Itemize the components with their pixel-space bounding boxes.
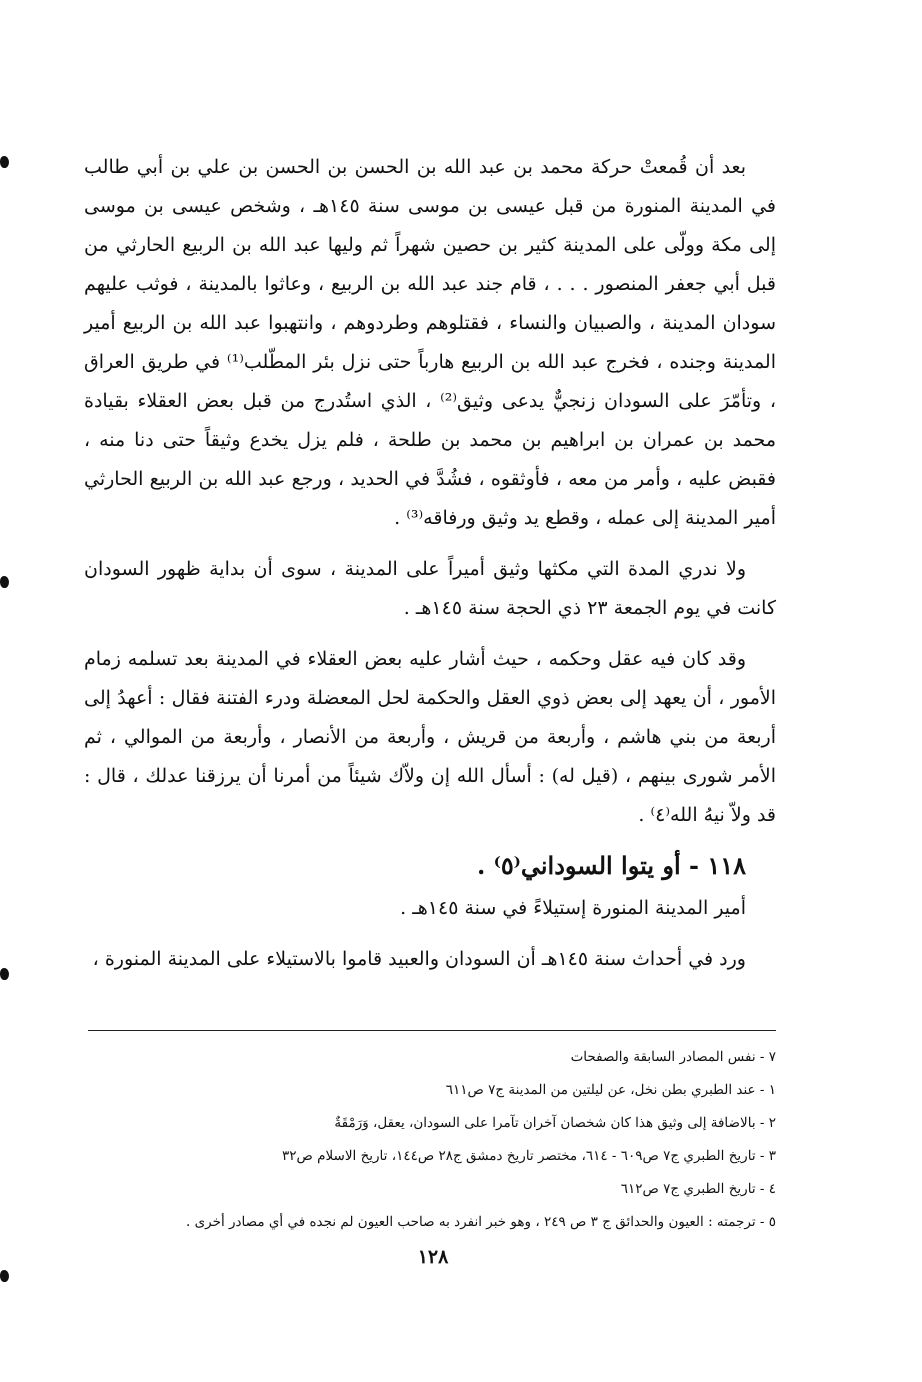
scan-mark [0, 576, 9, 588]
footnote-7: ٧ - نفس المصادر السابقة والصفحات [570, 1049, 776, 1065]
main-text [84, 148, 776, 991]
heading-subtitle: أمير المدينة المنورة إستيلاءً في سنة ١٤٥هـ . [400, 897, 746, 919]
footnote-5: ٥ - ترجمته : العيون والحدائق ج ٣ ص ٢٤٩ ، وهو خبر انفرد به صاحب العيون لم نجده في أي مصادر أخرى . [186, 1214, 776, 1230]
footnote-divider [88, 1030, 776, 1031]
footnotes [120, 1044, 776, 1242]
footnote-1: ١ - عند الطبري بطن نخل، عن ليلتين من المدينة ج٧ ص٦١١ [445, 1082, 776, 1098]
footnote-4: ٤ - تاريخ الطبري ج٧ ص٦١٢ [620, 1181, 776, 1197]
footnote-2: ٢ - بالاضافة إلى وثيق هذا كان شخصان آخران تآمرا على السودان، يعقل، وَرَمْقَةٌ [334, 1115, 776, 1131]
scan-mark [0, 1270, 9, 1282]
section-heading: ١١٨ - أو يتوا السوداني⁽٥⁾ . [476, 851, 746, 880]
footnote-3: ٣ - تاريخ الطبري ج٧ ص٦٠٩ - ٦١٤، مختصر تاريخ دمشق ج٢٨ ص١٤٤، تاريخ الاسلام ص٣٢ [281, 1148, 776, 1164]
paragraph-4: ورد في أحداث سنة ١٤٥هـ أن السودان والعبيد قاموا بالاستيلاء على المدينة المنورة ، [92, 948, 746, 970]
scan-mark [0, 156, 9, 168]
paragraph-1: بعد أن قُمعتْ حركة محمد بن عبد الله بن الحسن بن الحسن بن علي بن أبي طالب في المدينة المنورة من قبل عيسى بن موسى سنة ١٤٥هـ ، وشخص عيسى بن موسى إلى مكة وولّى على المدينة كثير بن حصين شهراً ثم وليها عبد الله بن الربيع الحارثي من قبل أبي جعفر المنصور . . . ، قام جند عبد الله بن الربيع ، وعاثوا بالمدينة ، فوثب عليهم سودان المدينة ، والصبيان والنساء ، فقتلوهم وطردوهم ، وانتهبوا عبد الله بن الربيع أمير المدينة وجنده ، فخرج عبد الله بن الربيع هارباً حتى نزل بئر المطّلب⁽¹⁾ في طريق العراق ، وتأمّرَ على السودان زنجيٌّ يدعى وثيق⁽²⁾ ، الذي استُدرج من قبل بعض العقلاء بقيادة محمد بن عمران بن ابراهيم بن محمد بن طلحة ، فلم يزل يخدع وثيقاً حتى دنا منه ، فقبض عليه ، وأمر من معه ، فأوثقوه ، فشُدَّ في الحديد ، ورجع عبد الله بن الربيع الحارثي أمير المدينة إلى عمله ، وقطع يد وثيق ورفاقه⁽³⁾ . [84, 156, 777, 529]
scan-mark [0, 968, 9, 980]
paragraph-2: ولا ندري المدة التي مكثها وثيق أميراً على المدينة ، سوى أن بداية ظهور السودان كانت في يوم الجمعة ٢٣ ذي الحجة سنة ١٤٥هـ . [84, 558, 776, 619]
paragraph-3: وقد كان فيه عقل وحكمه ، حيث أشار عليه بعض العقلاء في المدينة بعد تسلمه زمام الأمور ، أن يعهد إلى بعض ذوي العقل والحكمة لحل المعضلة ودرء الفتنة فقال : أعهدُ إلى أربعة من بني هاشم ، وأربعة من قريش ، وأربعة من الأنصار ، وأربعة من الموالي ، ثم الأمر شورى بينهم ، (قيل له) : أسأل الله إن ولاّك شيئاً من أمرنا أن يرزقنا عدلك ، قال : قد ولاّ نيهُ الله⁽٤⁾ . [84, 648, 776, 826]
page-number: ١٢٨ [417, 1246, 449, 1268]
